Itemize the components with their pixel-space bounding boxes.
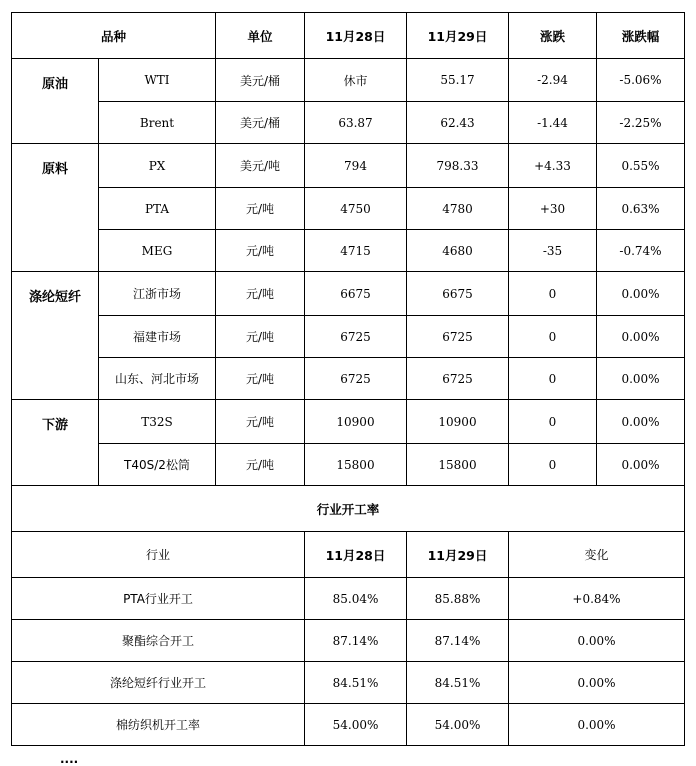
change-cell: +30: [509, 188, 597, 230]
table-row: [12, 188, 685, 230]
unit-cell: 美元/桶: [216, 59, 305, 102]
date1-cell: 4750: [305, 188, 407, 230]
price-header-row: [12, 13, 685, 59]
date2-cell: 4780: [407, 188, 509, 230]
change-cell: 0: [509, 272, 597, 316]
change-pct-cell: -2.25%: [597, 102, 685, 144]
table-row: [12, 59, 685, 102]
date1-cell: 休市: [305, 59, 407, 102]
category-cell: 原油: [12, 59, 99, 144]
header-industry: 行业: [12, 532, 305, 578]
change-cell: +4.33: [509, 144, 597, 188]
date2-cell: 62.43: [407, 102, 509, 144]
table-row: [12, 102, 685, 144]
table-row: [12, 444, 685, 486]
category-cell: 涤纶短纤: [12, 272, 99, 400]
variety-cell: WTI: [99, 59, 216, 102]
change-pct-cell: 0.00%: [597, 444, 685, 486]
change-pct-cell: 0.63%: [597, 188, 685, 230]
operating-rate-header-row: [12, 532, 685, 578]
header-change: 变化: [509, 532, 685, 578]
unit-cell: 元/吨: [216, 188, 305, 230]
category-cell: 原料: [12, 144, 99, 272]
market-data-table: [11, 12, 685, 746]
change-cell: 0.00%: [509, 704, 685, 746]
header-date-2: 11月29日: [407, 532, 509, 578]
date1-cell: 6725: [305, 316, 407, 358]
change-cell: 0: [509, 400, 597, 444]
table-row: [12, 272, 685, 316]
table-row: [12, 704, 685, 746]
table-row: [12, 662, 685, 704]
date2-cell: 87.14%: [407, 620, 509, 662]
change-cell: 0: [509, 316, 597, 358]
header-unit: 单位: [216, 13, 305, 59]
date1-cell: 794: [305, 144, 407, 188]
date2-cell: 798.33: [407, 144, 509, 188]
unit-cell: 元/吨: [216, 400, 305, 444]
date2-cell: 6675: [407, 272, 509, 316]
date2-cell: 15800: [407, 444, 509, 486]
change-pct-cell: 0.55%: [597, 144, 685, 188]
change-pct-cell: 0.00%: [597, 400, 685, 444]
date2-cell: 84.51%: [407, 662, 509, 704]
variety-cell: T40S/2松筒: [99, 444, 216, 486]
header-date-2: 11月29日: [407, 13, 509, 59]
variety-cell: T32S: [99, 400, 216, 444]
date1-cell: 6675: [305, 272, 407, 316]
table-row: [12, 578, 685, 620]
change-cell: -35: [509, 230, 597, 272]
industry-cell: 涤纶短纤行业开工: [12, 662, 305, 704]
unit-cell: 美元/吨: [216, 144, 305, 188]
cropped-footer-text: ....: [60, 752, 79, 766]
date2-cell: 85.88%: [407, 578, 509, 620]
variety-cell: 山东、河北市场: [99, 358, 216, 400]
change-cell: +0.84%: [509, 578, 685, 620]
header-change: 涨跌: [509, 13, 597, 59]
unit-cell: 元/吨: [216, 358, 305, 400]
unit-cell: 元/吨: [216, 230, 305, 272]
change-cell: -1.44: [509, 102, 597, 144]
unit-cell: 美元/桶: [216, 102, 305, 144]
variety-cell: Brent: [99, 102, 216, 144]
unit-cell: 元/吨: [216, 316, 305, 358]
header-change-pct: 涨跌幅: [597, 13, 685, 59]
change-pct-cell: -5.06%: [597, 59, 685, 102]
change-cell: 0.00%: [509, 662, 685, 704]
date1-cell: 10900: [305, 400, 407, 444]
date1-cell: 84.51%: [305, 662, 407, 704]
industry-cell: PTA行业开工: [12, 578, 305, 620]
date1-cell: 15800: [305, 444, 407, 486]
industry-cell: 聚酯综合开工: [12, 620, 305, 662]
change-pct-cell: -0.74%: [597, 230, 685, 272]
date2-cell: 54.00%: [407, 704, 509, 746]
date1-cell: 6725: [305, 358, 407, 400]
date2-cell: 4680: [407, 230, 509, 272]
table-row: [12, 400, 685, 444]
change-pct-cell: 0.00%: [597, 272, 685, 316]
unit-cell: 元/吨: [216, 444, 305, 486]
header-date-1: 11月28日: [305, 13, 407, 59]
change-cell: 0: [509, 358, 597, 400]
change-cell: 0.00%: [509, 620, 685, 662]
category-cell: 下游: [12, 400, 99, 486]
industry-cell: 棉纺织机开工率: [12, 704, 305, 746]
variety-cell: 江浙市场: [99, 272, 216, 316]
operating-rate-title: 行业开工率: [12, 486, 685, 532]
date2-cell: 6725: [407, 358, 509, 400]
table-row: [12, 620, 685, 662]
variety-cell: PX: [99, 144, 216, 188]
date1-cell: 54.00%: [305, 704, 407, 746]
date2-cell: 55.17: [407, 59, 509, 102]
date2-cell: 6725: [407, 316, 509, 358]
table-row: [12, 316, 685, 358]
variety-cell: 福建市场: [99, 316, 216, 358]
unit-cell: 元/吨: [216, 272, 305, 316]
change-pct-cell: 0.00%: [597, 316, 685, 358]
table-row: [12, 230, 685, 272]
change-cell: -2.94: [509, 59, 597, 102]
operating-rate-title-row: [12, 486, 685, 532]
date2-cell: 10900: [407, 400, 509, 444]
header-date-1: 11月28日: [305, 532, 407, 578]
change-cell: 0: [509, 444, 597, 486]
date1-cell: 4715: [305, 230, 407, 272]
variety-cell: PTA: [99, 188, 216, 230]
date1-cell: 63.87: [305, 102, 407, 144]
date1-cell: 85.04%: [305, 578, 407, 620]
header-variety: 品种: [12, 13, 216, 59]
table-row: [12, 358, 685, 400]
date1-cell: 87.14%: [305, 620, 407, 662]
table-row: [12, 144, 685, 188]
change-pct-cell: 0.00%: [597, 358, 685, 400]
variety-cell: MEG: [99, 230, 216, 272]
